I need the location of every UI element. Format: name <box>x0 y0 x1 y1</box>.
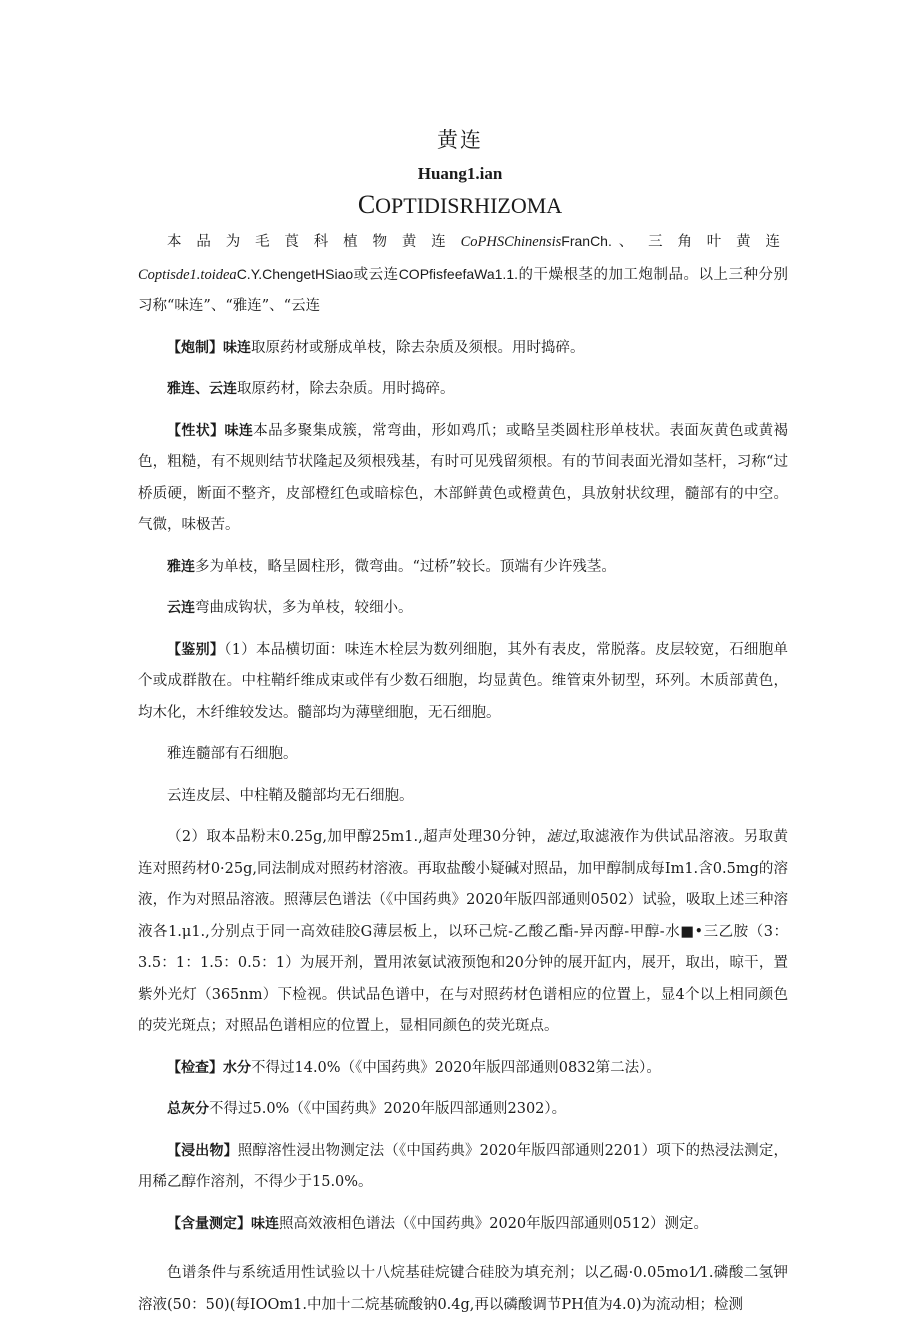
author-cheng: C.Y.ChengetHSiao <box>236 265 354 282</box>
title-latin-rest: OPTIDISRHIZOMA <box>375 193 563 218</box>
species-teeta: COPfisfeefaWa1.1. <box>398 265 518 282</box>
identification-text-4b: 取滤液作为供试品溶液。另取黄连对照药材0·25g,同法制成对照药材溶液。再取盐酸小疑碱对照品，加甲醇制成每Im1.含0.5mg的溶液，作为对照品溶液。照薄层色谱法（《中国药典》2020年版四部通则0502）试验，吸取上述三种溶液各1.μ1.,分别点于同一高效硅胶G薄层板上，以环己烷-乙酸乙酯-异丙醇-甲醇-水■•三乙胺（3：3.5：1：1.5：0.5：1）为展开剂，置用浓氨试液预饱和20分钟的展开缸内，展开，取出，晾干，置紫外光灯（365nm）下检视。供试品色谱中，在与对照药材色谱相应的位置上，显4个以上相同颜色的荧光斑点；对照品色谱相应的位置上，显相同颜色的荧光斑点。 <box>138 829 789 1034</box>
description-paragraph-2 <box>138 552 788 584</box>
description-paragraph-3 <box>138 593 788 625</box>
title-chinese: 黄连 <box>437 128 483 152</box>
identification-paragraph-4 <box>138 822 788 1043</box>
assay-text-2: 色谱条件与系统适用性试验以十八烷基硅烷键合硅胶为填充剂；以乙碣·0.05mo1⁄1.磷酸二氢钾溶液(50：50)(每IOOm1.中加十二烷基硫酸钠0.4g,再以磷酸调节PH值为4.0)为流动相；检测 <box>138 1265 788 1313</box>
inspection-text-1: 不得过14.0%（《中国药典》2020年版四部通则0832第二法）。 <box>251 1059 661 1076</box>
intro-paragraph <box>138 226 788 323</box>
description-text-3: 弯曲成钩状，多为单枝，较细小。 <box>195 600 413 616</box>
section-label-assay: 【含量测定】 <box>167 1215 251 1232</box>
identification-paragraph-2 <box>138 739 788 771</box>
section-label-inspection: 【检查】 <box>167 1059 223 1076</box>
document-body <box>138 226 788 1321</box>
section-label-extract: 【浸出物】 <box>167 1142 238 1159</box>
author-franch: FranCh. <box>561 233 612 249</box>
identification-text-2: 雅连髓部有石细胞。 <box>167 746 298 762</box>
identification-text-4-italic: 滤过, <box>546 829 580 845</box>
title-latin-initial: C <box>357 190 376 219</box>
extract-paragraph <box>138 1136 788 1199</box>
inspection-sub-moisture: 水分 <box>223 1059 251 1076</box>
processing-sub-yalian: 雅连、云连 <box>167 381 237 397</box>
section-label-identification: 【鉴别】 <box>167 641 225 658</box>
processing-paragraph-2 <box>138 374 788 406</box>
title-pinyin: Huang1.ian <box>417 164 503 183</box>
description-text-2: 多为单枝，略呈圆柱形，微弯曲。“过桥”较长。顶端有少许残茎。 <box>195 558 616 575</box>
processing-text-1: 取原药材或掰成单枝，除去杂质及须根。用时捣碎。 <box>251 339 585 356</box>
inspection-paragraph-2 <box>138 1094 788 1126</box>
title-latin <box>0 190 920 220</box>
description-sub-yalian: 雅连 <box>167 558 195 575</box>
processing-sub-weilian: 味连 <box>223 339 251 356</box>
section-label-processing: 【炮制】 <box>167 339 223 356</box>
species-deltoidea: Coptisde1.toidea <box>138 266 237 283</box>
processing-text-2: 取原药材，除去杂质。用时捣碎。 <box>237 381 455 397</box>
description-sub-weilian: 味连 <box>224 422 254 439</box>
assay-paragraph-1 <box>138 1209 788 1241</box>
identification-text-3: 云连皮层、中柱鞘及髓部均无石细胞。 <box>167 787 414 804</box>
description-sub-yunlian: 云连 <box>167 600 195 616</box>
section-label-description: 【性状】 <box>167 422 225 439</box>
identification-paragraph-1 <box>138 635 788 730</box>
description-text-1: 本品多聚集成簇，常弯曲，形如鸡爪；或略呈类圆柱形单枝状。表面灰黄色或黄褐色，粗糙，有不规则结节状隆起及须根残基，有时可见残留须根。有的节间表面光滑如茎杆，习称“过桥质硬，断面不整齐，皮部橙红色或暗棕色，木部鲜黄色或橙黄色，具放射状纹理，髓部有的中空。气微，味极苦。 <box>138 422 789 533</box>
intro-tail: 的干燥根茎的加工炮制品。以上三种分别习称“味连”、“雅连”、“云连 <box>138 266 789 314</box>
intro-lead: 本品为毛莨科植物黄连 <box>167 234 461 250</box>
inspection-sub-ash: 总灰分 <box>167 1101 209 1117</box>
identification-paragraph-3 <box>138 781 788 813</box>
species-chinensis: CoPHSChinensis <box>460 234 562 250</box>
description-paragraph-1 <box>138 416 788 542</box>
inspection-paragraph-1 <box>138 1053 788 1085</box>
identification-text-1: （1）本品横切面：味连木栓层为数列细胞，其外有表皮，常脱落。皮层较宽，石细胞单个或成群散在。中柱鞘纤维成束或伴有少数石细胞，均显黄色。维管束外韧型，环列。木质部黄色，均木化，木纤维较发达。髓部均为薄壁细胞，无石细胞。 <box>138 641 788 721</box>
intro-sep: 、三角叶黄连 <box>611 234 788 250</box>
processing-paragraph-1 <box>138 333 788 365</box>
identification-text-4a: （2）取本品粉末0.25g,加甲醇25m1.,超声处理30分钟， <box>167 829 547 845</box>
assay-text-1: 照高效液相色谱法（《中国药典》2020年版四部通则0512）测定。 <box>279 1215 709 1232</box>
intro-conj: 或云连 <box>353 266 399 283</box>
inspection-text-2: 不得过5.0%（《中国药典》2020年版四部通则2302）。 <box>209 1101 567 1117</box>
assay-paragraph-2 <box>138 1258 788 1321</box>
assay-sub-weilian: 味连 <box>251 1215 279 1232</box>
extract-text: 照醇溶性浸出物测定法（《中国药典》2020年版四部通则2201）项下的热浸法测定，用稀乙醇作溶剂，不得少于15.0%。 <box>138 1142 788 1190</box>
